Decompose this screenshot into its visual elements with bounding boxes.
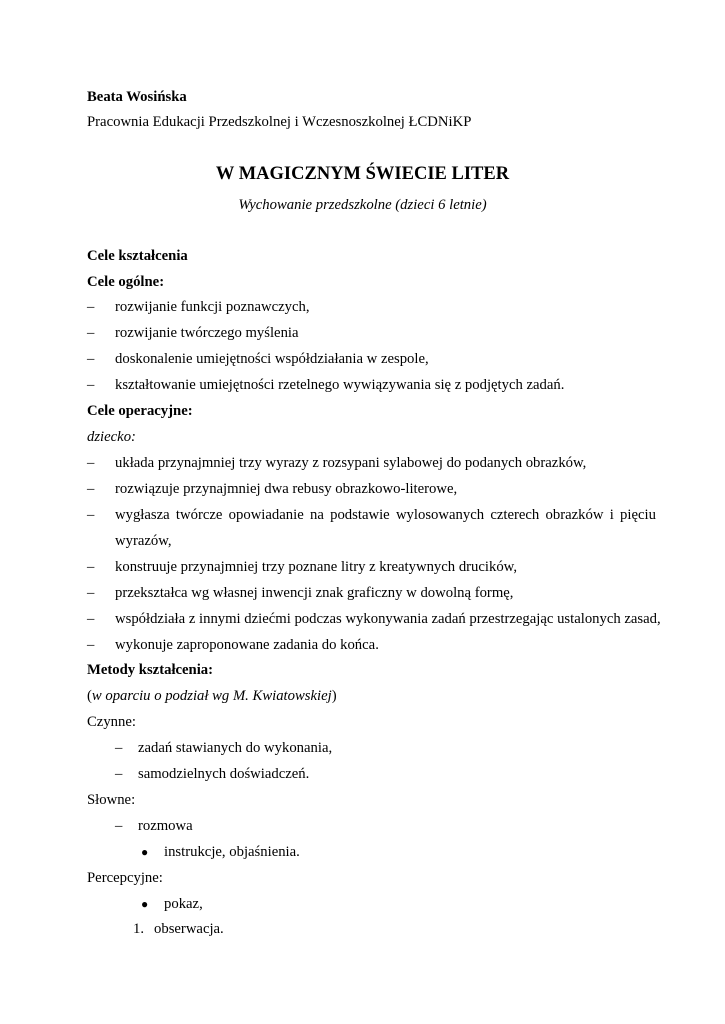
- list-dash: –: [115, 818, 123, 834]
- list-dash: –: [115, 740, 123, 756]
- perceptive-method-item: pokaz,: [164, 896, 203, 912]
- methods-note-close: ): [331, 688, 337, 704]
- list-dash: –: [87, 637, 95, 653]
- methods-note: [87, 687, 337, 705]
- active-methods-label: Czynne:: [87, 714, 136, 730]
- list-dash: –: [87, 377, 95, 393]
- general-goal-item: kształtowanie umiejętności rzetelnego wywiązywania się z podjętych zadań.: [115, 377, 565, 393]
- perceptive-methods-label: Percepcyjne:: [87, 870, 163, 886]
- operational-goal-item: konstruuje przynajmniej trzy poznane litry z kreatywnych drucików,: [115, 559, 518, 575]
- operational-goal-item: wykonuje zaproponowane zadania do końca.: [115, 637, 379, 653]
- list-number: 1.: [133, 921, 145, 937]
- verbal-method-item: rozmowa: [138, 818, 193, 834]
- verbal-method-subitem: instrukcje, objaśnienia.: [164, 844, 300, 860]
- bullet-icon: ●: [141, 845, 149, 859]
- general-goal-item: rozwijanie twórczego myślenia: [115, 325, 299, 341]
- goals-heading: Cele kształcenia: [87, 248, 188, 264]
- list-dash: –: [87, 299, 95, 315]
- operational-goal-item: przekształca wg własnej inwencji znak graficzny w dowolną formę,: [115, 585, 514, 601]
- document-subtitle: Wychowanie przedszkolne (dzieci 6 letnie): [238, 197, 487, 213]
- bullet-icon: ●: [141, 897, 149, 911]
- general-goal-item: rozwijanie funkcji poznawczych,: [115, 299, 310, 315]
- general-goal-item: doskonalenie umiejętności współdziałania w zespole,: [115, 351, 429, 367]
- operational-goals-heading: Cele operacyjne:: [87, 403, 193, 419]
- methods-note-open: (: [87, 688, 92, 704]
- operational-goal-item: układa przynajmniej trzy wyrazy z rozsypani sylabowej do podanych obrazków,: [115, 455, 587, 471]
- operational-goal-item: współdziała z innymi dziećmi podczas wykonywania zadań przestrzegając ustalonych zasad,: [115, 611, 661, 627]
- list-dash: –: [115, 766, 123, 782]
- operational-goal-item: rozwiązuje przynajmniej dwa rebusy obrazkowo-literowe,: [115, 481, 458, 497]
- list-dash: –: [87, 325, 95, 341]
- operational-intro: dziecko:: [87, 429, 136, 445]
- active-method-item: samodzielnych doświadczeń.: [138, 766, 310, 782]
- list-dash: –: [87, 585, 95, 601]
- list-dash: –: [87, 559, 95, 575]
- operational-goal-item: wygłasza twórcze opowiadanie na podstawie wylosowanych czterech obrazków i pięciu: [115, 507, 656, 523]
- methods-heading: Metody kształcenia:: [87, 662, 214, 678]
- list-dash: –: [87, 351, 95, 367]
- list-dash: –: [87, 611, 95, 627]
- document-title: W MAGICZNYM ŚWIECIE LITER: [215, 164, 510, 184]
- list-dash: –: [87, 455, 95, 471]
- list-dash: –: [87, 507, 95, 523]
- perceptive-method-item: obserwacja.: [154, 921, 224, 937]
- general-goals-heading: Cele ogólne:: [87, 274, 165, 290]
- operational-goal-item-continuation: wyrazów,: [115, 533, 172, 549]
- verbal-methods-label: Słowne:: [87, 792, 136, 808]
- methods-note-text: w oparciu o podział wg M. Kwiatowskiej: [91, 688, 332, 704]
- affiliation: Pracownia Edukacji Przedszkolnej i Wczesnoszkolnej ŁCDNiKP: [87, 114, 472, 130]
- author-name: Beata Wosińska: [87, 89, 187, 105]
- active-method-item: zadań stawianych do wykonania,: [138, 740, 333, 756]
- list-dash: –: [87, 481, 95, 497]
